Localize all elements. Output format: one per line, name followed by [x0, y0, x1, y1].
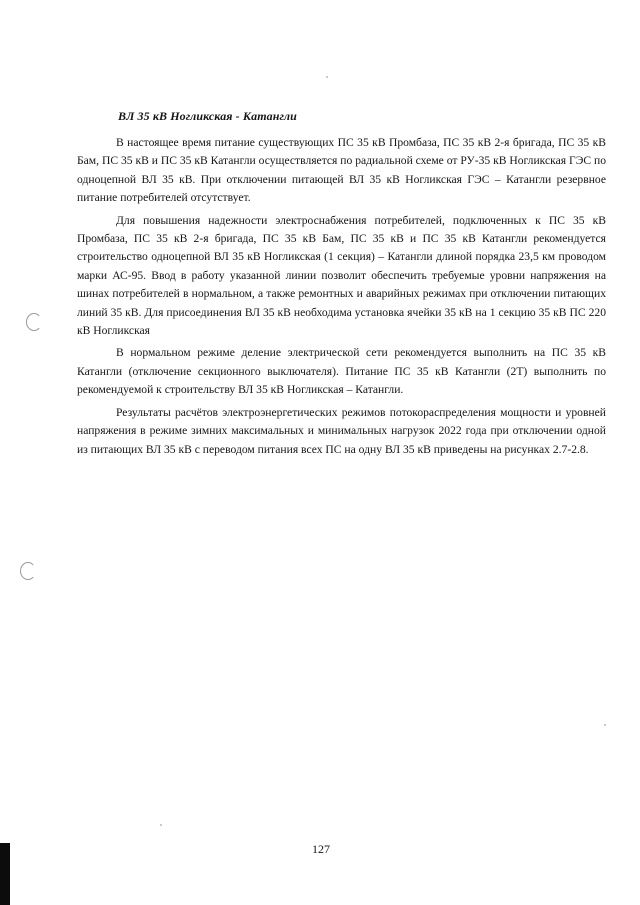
scan-speck	[160, 824, 162, 826]
punch-hole-mark	[20, 562, 36, 580]
body-text	[77, 134, 606, 463]
paragraph: Для повышения надежности электроснабжения потребителей, подключенных к ПС 35 кВ Промбаза, ПС 35 кВ 2-я бригада, ПС 35 кВ Бам, ПС 35 кВ и ПС 35 кВ Катангли рекомендуется строительство одноцепной ВЛ 35 кВ Ногликская (1 секция) – Катангли длиной порядка 23,5 км проводом марки АС-95. Ввод в работу указанной линии позволит обеспечить требуемые уровни напряжения на шинах потребителей в нормальном, а также ремонтных и аварийных режимах при отключении питающих линий 35 кВ. Для присоединения ВЛ 35 кВ необходима установка ячейки 35 кВ на 1 секцию 35 кВ ПС 220 кВ Ногликская	[77, 213, 606, 338]
paragraph: В нормальном режиме деление электрической сети рекомендуется выполнить на ПС 35 кВ Катангли (отключение секционного выключателя). Питание ПС 35 кВ Катангли (2Т) выполнить по рекомендуемой к строительству ВЛ 35 кВ Ногликская – Катангли.	[77, 346, 606, 397]
section-heading: ВЛ 35 кВ Ногликская - Катангли	[118, 109, 297, 123]
scan-edge-strip	[0, 843, 10, 905]
page-number: 127	[312, 842, 330, 856]
paragraph: Результаты расчётов электроэнергетических режимов потокораспределения мощности и уровней напряжения в режиме зимних максимальных и минимальных нагрузок 2022 года при отключении одной из питающих ВЛ 35 кВ с переводом питания всех ПС на одну ВЛ 35 кВ приведены на рисунках 2.7-2.8.	[77, 405, 606, 456]
paragraph: В настоящее время питание существующих ПС 35 кВ Промбаза, ПС 35 кВ 2-я бригада, ПС 35 кВ Бам, ПС 35 кВ и ПС 35 кВ Катангли осуществляется по радиальной схеме от РУ-35 кВ Ногликская ГЭС по одноцепной ВЛ 35 кВ. При отключении питающей ВЛ 35 кВ Ногликская ГЭС – Катангли резервное питание потребителей отсутствует.	[77, 136, 606, 205]
scan-speck	[326, 76, 328, 78]
punch-hole-mark	[26, 313, 42, 331]
scan-speck	[604, 724, 606, 726]
